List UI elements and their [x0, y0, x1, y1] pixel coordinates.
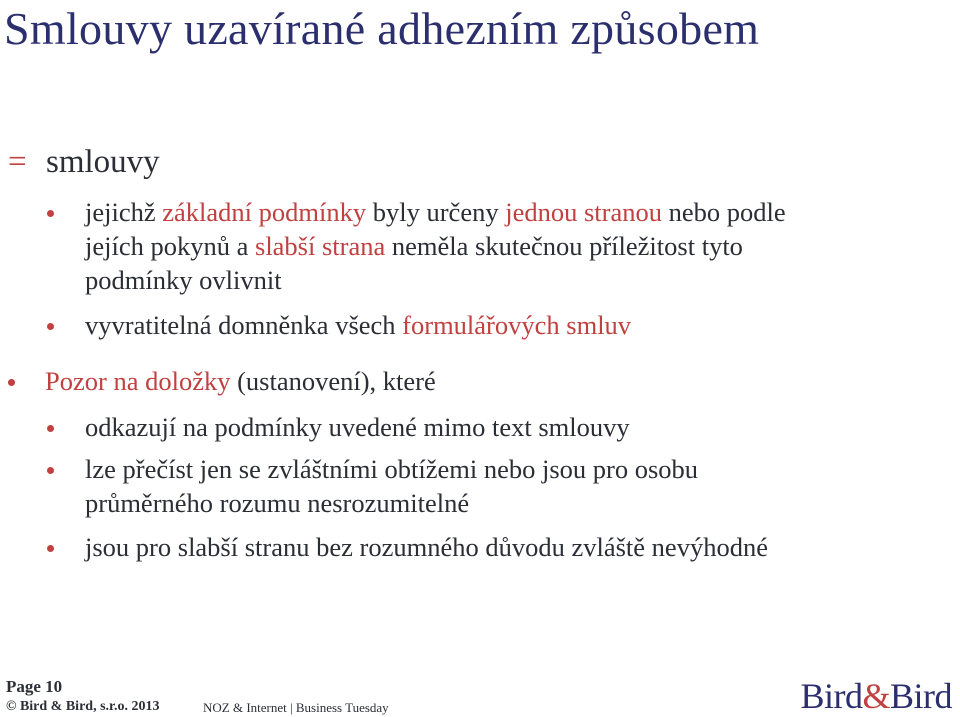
bullet-item — [85, 410, 630, 444]
bullet-line — [85, 195, 786, 229]
bullet-line — [85, 263, 786, 297]
text-segment: vyvratitelná domněnka všech — [85, 310, 403, 340]
slide-title: Smlouvy uzavírané adhezním způsobem — [4, 3, 760, 54]
logo-amp: & — [862, 676, 890, 716]
highlighted-text: doložky — [145, 366, 231, 396]
bullet-line — [85, 530, 768, 564]
page-number: Page 10 — [6, 677, 63, 696]
text-segment: byly určeny — [366, 197, 506, 227]
bullet-line — [85, 410, 630, 444]
text-segment: neměla skutečnou příležitost tyto — [385, 231, 743, 261]
event-name: NOZ & Internet | Business Tuesday — [203, 700, 389, 715]
bird-and-bird-logo — [800, 675, 952, 717]
bullet-line — [85, 452, 698, 486]
bullet-icon — [47, 425, 54, 432]
bullet-line — [45, 364, 436, 398]
logo-left: Bird — [800, 676, 863, 716]
copyright: © Bird & Bird, s.r.o. 2013 — [6, 699, 160, 714]
bullet-item — [85, 530, 768, 564]
text-segment: jejích pokynů a — [85, 231, 255, 261]
bullet-item — [85, 308, 631, 342]
logo-right: Bird — [889, 676, 952, 716]
bullet-line — [85, 308, 631, 342]
text-segment: nebo podle — [661, 197, 786, 227]
lead-line — [8, 144, 160, 181]
bullet-line — [85, 229, 786, 263]
bullet-icon — [47, 467, 54, 474]
text-segment: průměrného rozumu nesrozumitelné — [85, 488, 470, 518]
highlighted-text: základní podmínky — [162, 197, 367, 227]
highlighted-text: jednou stranou — [505, 197, 662, 227]
highlighted-text: Pozor na — [45, 366, 146, 396]
bullet-icon — [47, 545, 54, 552]
text-segment: (ustanovení), které — [230, 366, 436, 396]
bullet-icon — [8, 379, 15, 386]
bullet-line — [85, 486, 698, 520]
bullet-item — [85, 452, 698, 520]
text-segment: jsou pro slabší stranu bez rozumného důvodu zvláště nevýhodné — [85, 532, 768, 562]
text-segment: odkazují na podmínky uvedené mimo text smlouvy — [85, 412, 630, 442]
bullet-item — [45, 364, 436, 398]
bullet-icon — [47, 323, 54, 330]
text-segment: jejichž — [85, 197, 163, 227]
highlighted-text: slabší strana — [255, 231, 386, 261]
equals-symbol: = — [8, 144, 27, 180]
bullet-item — [85, 195, 786, 297]
highlighted-text: formulářových smluv — [402, 310, 632, 340]
text-segment: lze přečíst jen se zvláštními obtížemi nebo jsou pro osobu — [85, 454, 699, 484]
bullet-icon — [47, 210, 54, 217]
text-segment: podmínky ovlivnit — [85, 265, 282, 295]
lead-text: smlouvy — [46, 144, 160, 180]
